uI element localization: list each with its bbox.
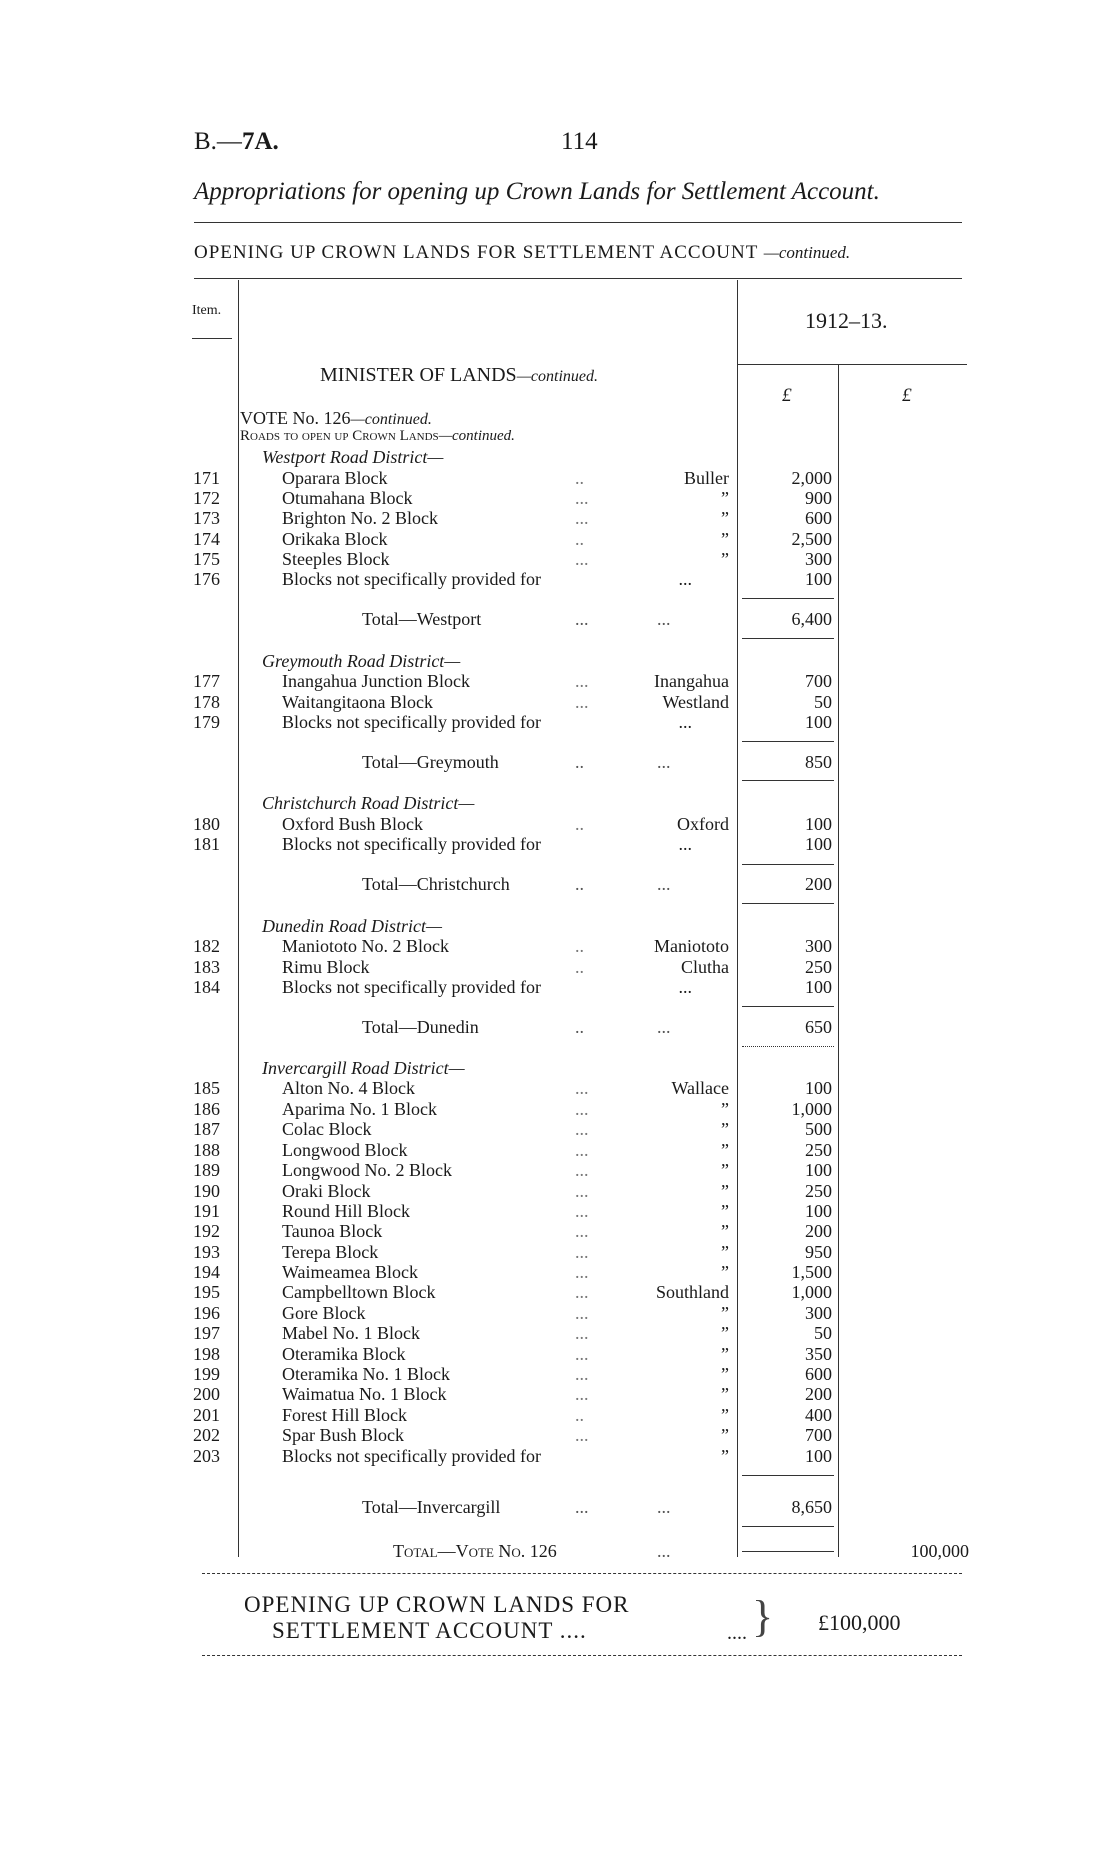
subtotal-rule [742, 1475, 834, 1476]
table-row: 192 Taunoa Block ... ” 200 [193, 1221, 832, 1241]
district-heading: Invercargill Road District— [262, 1058, 465, 1078]
subtotal-rule [742, 598, 834, 599]
total-rule [742, 1046, 834, 1047]
item-column-header: Item. [192, 303, 222, 318]
table-row: 191 Round Hill Block ... ” 100 [193, 1201, 832, 1221]
minister-heading: MINISTER OF LANDS—continued. [320, 364, 599, 386]
final-amount: £100,000 [818, 1610, 901, 1635]
table-row: 194 Waimeamea Block ... ” 1,500 [193, 1262, 832, 1282]
district-heading: Greymouth Road District— [262, 651, 461, 671]
total-row: Total—Westport ... ... 6,400 [362, 609, 832, 629]
table-bottom-rule [202, 1573, 962, 1574]
table-row: 190 Oraki Block ... ” 250 [193, 1181, 832, 1201]
final-bottom-rule [202, 1655, 962, 1656]
final-line-1: OPENING UP CROWN LANDS FOR [244, 1592, 630, 1617]
vote-total-rule [742, 1551, 834, 1552]
table-row: 188 Longwood Block ... ” 250 [193, 1140, 832, 1160]
year-column-header: 1912–13. [805, 308, 888, 333]
total-row: Total—Dunedin .. ... 650 [362, 1017, 832, 1037]
table-row: 196 Gore Block ... ” 300 [193, 1303, 832, 1323]
table-row: 176 Blocks not specifically provided for ... 100 [193, 569, 832, 589]
page-title: Appropriations for opening up Crown Lands for Settlement Account. [194, 178, 880, 205]
district-heading: Christchurch Road District— [262, 793, 475, 813]
table-row: 189 Longwood No. 2 Block ... ” 100 [193, 1160, 832, 1180]
table-row: 171 Oparara Block .. Buller 2,000 [193, 468, 832, 488]
district-heading: Dunedin Road District— [262, 916, 442, 936]
page-number: 114 [561, 128, 598, 155]
table-row: 182 Maniototo No. 2 Block .. Maniototo 300 [193, 936, 832, 956]
table-row: 183 Rimu Block .. Clutha 250 [193, 957, 832, 977]
table-row: 185 Alton No. 4 Block ... Wallace 100 [193, 1078, 832, 1098]
total-rule [742, 780, 834, 781]
title-rule [194, 222, 962, 223]
table-row: 180 Oxford Bush Block .. Oxford 100 [193, 814, 832, 834]
table-row: 181 Blocks not specifically provided for ... 100 [193, 834, 832, 854]
table-row: 195 Campbelltown Block ... Southland 1,000 [193, 1282, 832, 1302]
vote-total-row: Total—Vote No. 126 ... 100,000 [393, 1541, 969, 1561]
table-row: 200 Waimatua No. 1 Block ... ” 200 [193, 1384, 832, 1404]
table-row: 175 Steeples Block ... ” 300 [193, 549, 832, 569]
document-code: B.—7A. [194, 128, 279, 155]
table-row: 178 Waitangitaona Block ... Westland 50 [193, 692, 832, 712]
table-row: 177 Inangahua Junction Block ... Inangahua 700 [193, 671, 832, 691]
pound-sign-1: £ [782, 385, 792, 406]
table-row: 172 Otumahana Block ... ” 900 [193, 488, 832, 508]
table-row: 201 Forest Hill Block .. ” 400 [193, 1405, 832, 1425]
table-row: 179 Blocks not specifically provided for ... 100 [193, 712, 832, 732]
table-row: 193 Terepa Block ... ” 950 [193, 1242, 832, 1262]
final-brace: } [752, 1592, 774, 1641]
table-row: 173 Brighton No. 2 Block ... ” 600 [193, 508, 832, 528]
table-row: 198 Oteramika Block ... ” 350 [193, 1344, 832, 1364]
subtotal-rule [742, 741, 834, 742]
district-heading: Westport Road District— [262, 447, 444, 467]
table-row: 197 Mabel No. 1 Block ... ” 50 [193, 1323, 832, 1343]
table-row: 203 Blocks not specifically provided for ” 100 [193, 1446, 832, 1466]
total-rule [742, 903, 834, 904]
pound-sign-2: £ [902, 385, 912, 406]
item-head-rule [192, 338, 232, 339]
subtotal-rule [742, 1006, 834, 1007]
table-row: 174 Orikaka Block .. ” 2,500 [193, 529, 832, 549]
total-rule [742, 638, 834, 639]
roads-heading: Roads to open up Crown Lands—continued. [240, 428, 515, 444]
total-row: Total—Christchurch .. ... 200 [362, 874, 832, 894]
table-row: 187 Colac Block ... ” 500 [193, 1119, 832, 1139]
final-dots: .... [727, 1622, 747, 1644]
final-line-2: SETTLEMENT ACCOUNT .... [272, 1618, 587, 1643]
year-head-rule [737, 364, 967, 365]
section-subtitle: OPENING UP CROWN LANDS FOR SETTLEMENT ACCOUNT —continued. [194, 242, 851, 263]
table-row: 186 Aparima No. 1 Block ... ” 1,000 [193, 1099, 832, 1119]
table-row: 184 Blocks not specifically provided for ... 100 [193, 977, 832, 997]
total-rule [742, 1526, 834, 1527]
total-row: Total—Greymouth .. ... 850 [362, 752, 832, 772]
subtotal-rule [742, 864, 834, 865]
total-row: Total—Invercargill ... ... 8,650 [362, 1497, 832, 1517]
subtitle-rule [194, 278, 962, 279]
vote-heading: VOTE No. 126—continued. [240, 408, 432, 428]
table-row: 199 Oteramika No. 1 Block ... ” 600 [193, 1364, 832, 1384]
table-row: 202 Spar Bush Block ... ” 700 [193, 1425, 832, 1445]
